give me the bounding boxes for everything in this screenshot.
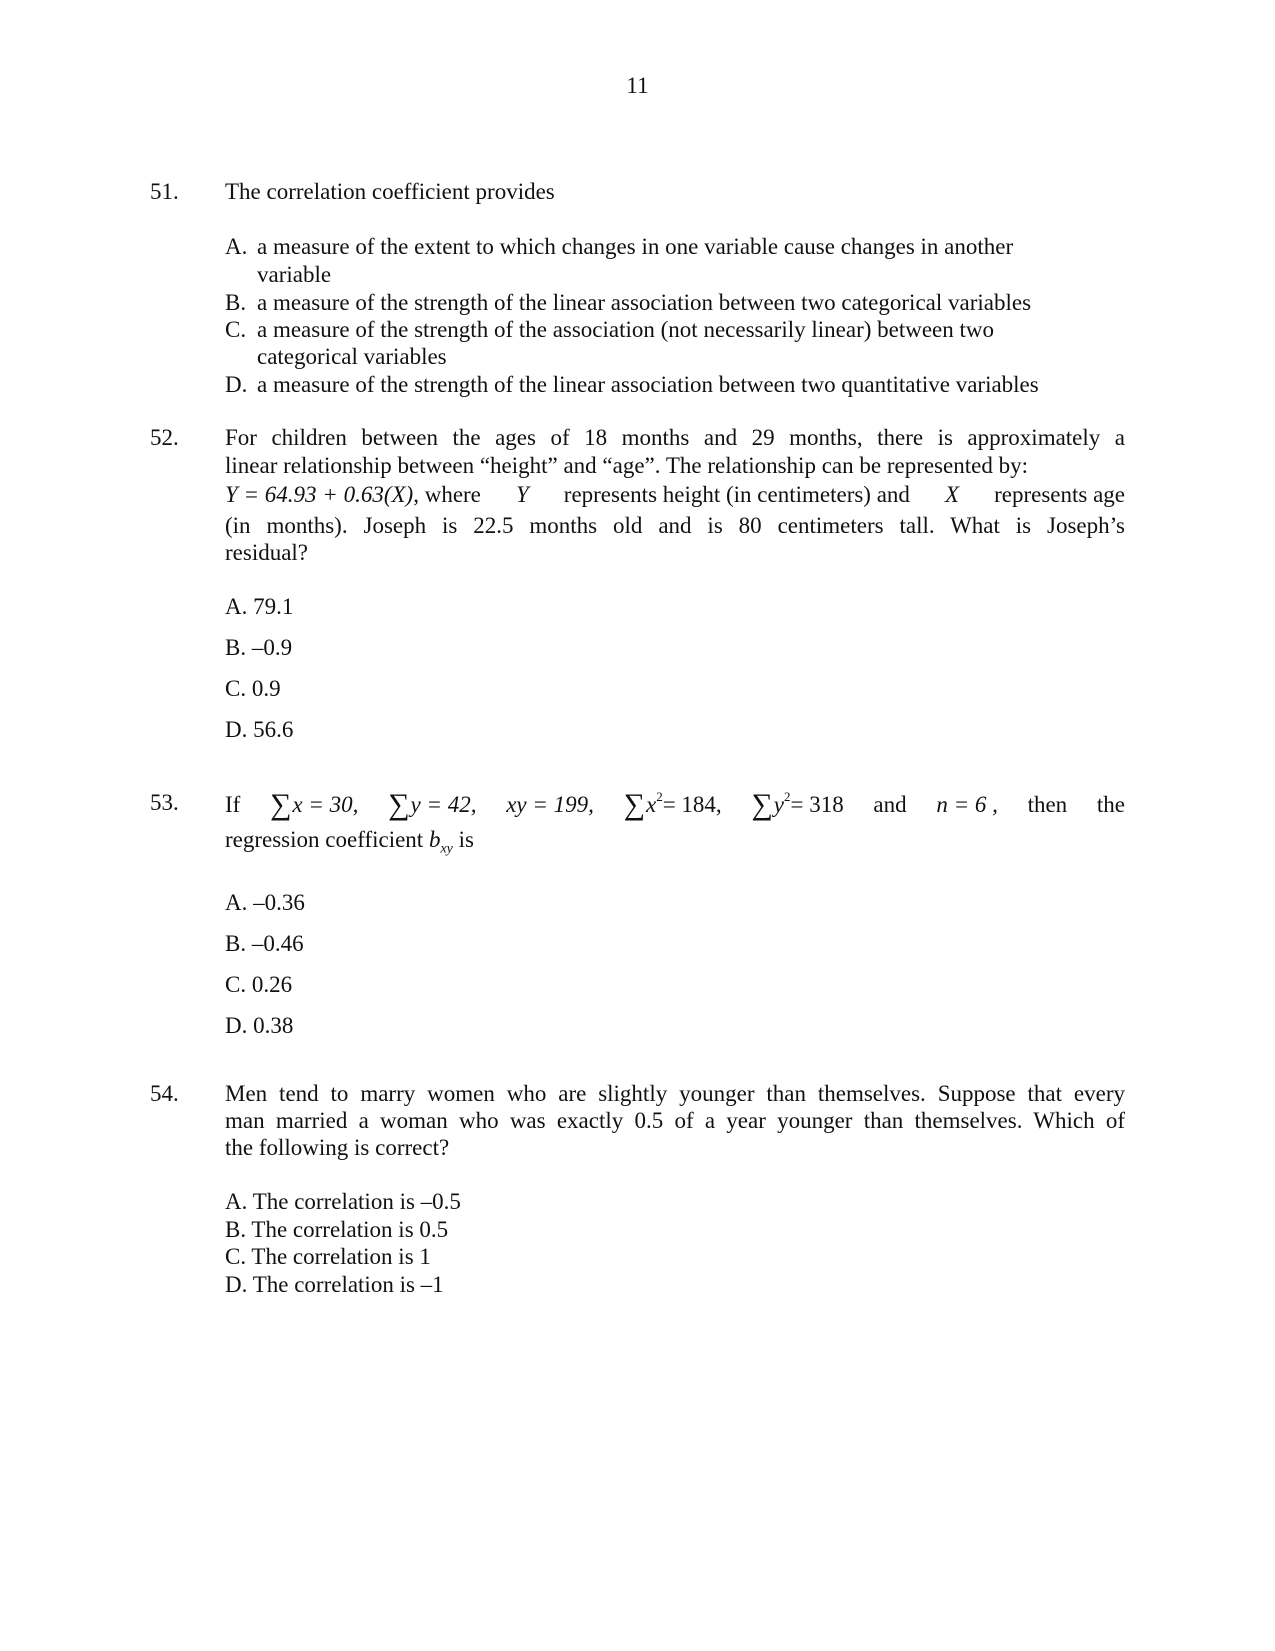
is-text: is	[458, 827, 474, 852]
question-number: 53.	[150, 790, 179, 815]
option-label: B.	[225, 290, 247, 315]
sigma-symbol: ∑	[751, 788, 773, 821]
x-variable: X	[944, 482, 960, 507]
question-number: 51.	[150, 179, 179, 204]
age-description: represents age	[994, 482, 1125, 507]
option-text: a measure of the strength of the linear association between two categorical variables	[257, 290, 1032, 315]
option-text: a measure of the strength of the association (not necessarily linear) between two	[257, 317, 995, 342]
option-label: C.	[225, 317, 247, 342]
sigma-symbol: ∑	[623, 788, 645, 821]
sum-y-squared: y	[773, 792, 784, 817]
question-line: For children between the ages of 18 months and 29 months, there is approximately a	[225, 425, 1125, 450]
sigma-symbol: ∑	[388, 788, 410, 821]
question-equation-line	[225, 481, 1125, 509]
sum-x-squared-value: = 184,	[662, 792, 722, 817]
option-b	[225, 289, 1125, 317]
option-d: D. 0.38	[225, 1013, 294, 1038]
option-a: A. –0.36	[225, 890, 305, 915]
sum-x: x = 30,	[292, 792, 359, 817]
option-b: B. –0.9	[225, 635, 293, 660]
exponent: 2	[783, 789, 791, 805]
page-number: 11	[626, 73, 649, 98]
option-c: C. 0.26	[225, 972, 293, 997]
question-stem: The correlation coefficient provides	[225, 179, 555, 204]
question-equation-line	[225, 789, 1125, 819]
option-a-continuation: variable	[257, 262, 332, 287]
option-c-continuation: categorical variables	[257, 344, 447, 369]
sum-x-squared: x	[645, 792, 657, 817]
option-a: A. The correlation is –0.5	[225, 1189, 461, 1214]
option-b: B. The correlation is 0.5	[225, 1217, 449, 1242]
regression-coefficient-text: regression coefficient	[225, 827, 424, 852]
question-line: man married a woman who was exactly 0.5 of a year younger than themselves. Which of	[225, 1108, 1125, 1133]
regression-equation: Y = 64.93 + 0.63(X)	[225, 482, 414, 507]
option-a	[225, 233, 1125, 261]
question-number: 52.	[150, 425, 179, 450]
if-text: If	[225, 792, 241, 817]
option-d: D. 56.6	[225, 717, 294, 742]
question-line	[225, 826, 1125, 857]
question-line: linear relationship between “height” and “age”. The relationship can be represented by:	[225, 453, 1028, 478]
question-line: (in months). Joseph is 22.5 months old and is 80 centimeters tall. What is Joseph’s	[225, 513, 1125, 538]
option-label: D.	[225, 372, 248, 397]
y-variable: Y	[515, 482, 529, 507]
coefficient-subscript: xy	[440, 841, 453, 857]
sigma-symbol: ∑	[270, 788, 292, 821]
coefficient-symbol: b	[428, 827, 441, 852]
option-a: A. 79.1	[225, 594, 294, 619]
question-number: 54.	[150, 1081, 179, 1106]
option-c	[225, 316, 1125, 344]
option-c: C. 0.9	[225, 676, 281, 701]
question-line: the following is correct?	[225, 1135, 450, 1160]
exponent: 2	[656, 789, 663, 805]
option-d: D. The correlation is –1	[225, 1272, 444, 1297]
the-text: the	[1096, 792, 1125, 817]
question-line: Men tend to marry women who are slightly younger than themselves. Suppose that every	[225, 1081, 1125, 1106]
sum-xy: xy = 199,	[506, 792, 594, 817]
sample-size: n = 6 ,	[936, 792, 998, 817]
sum-y-squared-value: = 318	[790, 792, 844, 817]
option-text: a measure of the extent to which changes in one variable cause changes in another	[257, 234, 1014, 259]
where-text: , where	[413, 482, 481, 507]
height-description: represents height (in centimeters) and	[563, 482, 910, 507]
option-c: C. The correlation is 1	[225, 1244, 431, 1269]
option-b: B. –0.46	[225, 931, 304, 956]
then-text: then	[1027, 792, 1068, 817]
question-line: residual?	[225, 540, 309, 565]
option-label: A.	[225, 234, 248, 259]
option-text: a measure of the strength of the linear association between two quantitative variables	[257, 372, 1039, 397]
option-d	[225, 371, 1125, 399]
sum-y: y = 42,	[410, 792, 477, 817]
and-text: and	[873, 792, 907, 817]
